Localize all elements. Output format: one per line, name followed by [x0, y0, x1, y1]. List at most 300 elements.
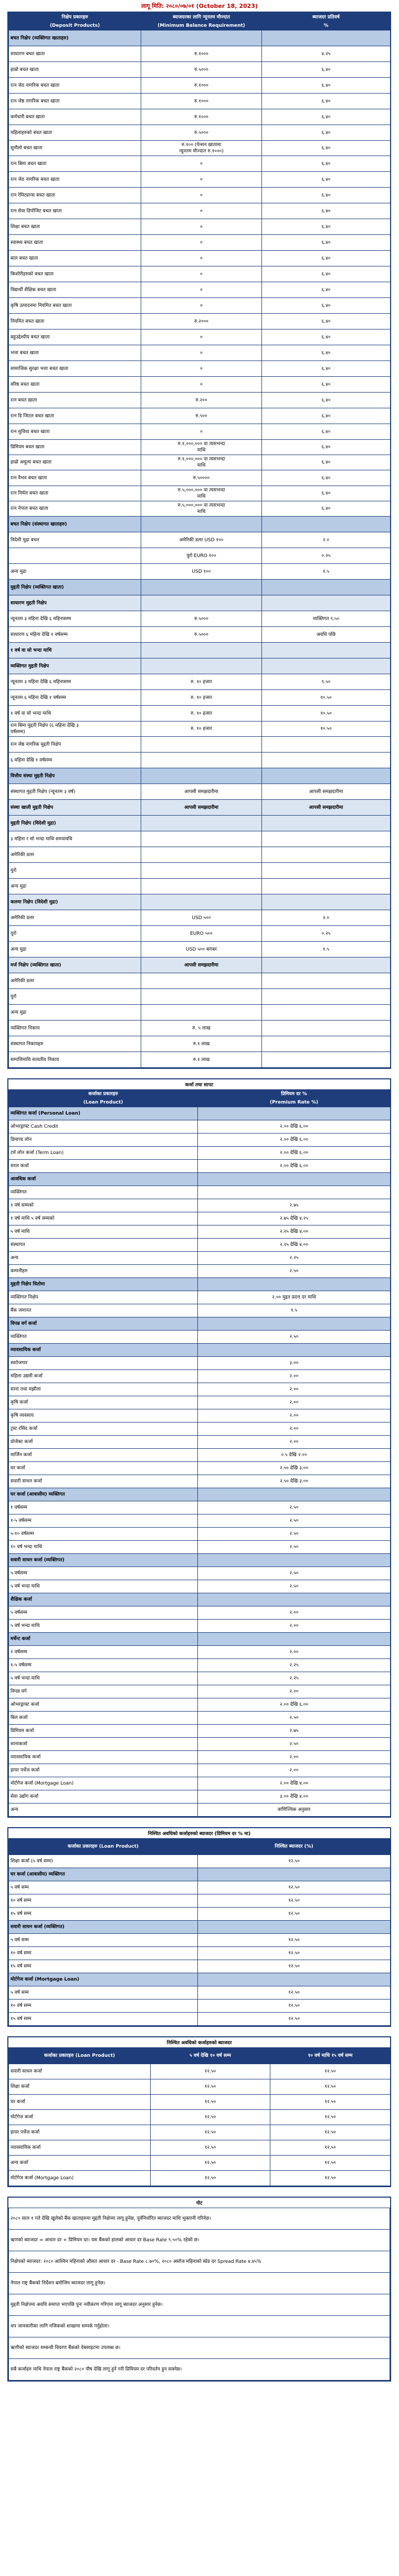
table-cell: युरो [9, 863, 141, 879]
table-cell: ६.४० [262, 455, 391, 470]
table-cell: भत्ता बचत खाता [9, 345, 141, 361]
table-cell: २.५० [198, 1712, 391, 1725]
table-row [9, 847, 391, 863]
table-cell: रु.१००० [141, 78, 262, 94]
table-cell: रत्न वैभव बचत खाता [9, 470, 141, 486]
table-cell: १०.५० [262, 690, 391, 706]
table-cell: हायर पर्चेज कर्जा [9, 2125, 151, 2140]
table-cell: २.०० [198, 1383, 391, 1396]
note-text: ऋणीको ब्याजदर सम्बन्धी विवरण बैंकको वेबसाइटमा उपलब्ध छ। [9, 2337, 390, 2359]
table-cell: अमेरिकी डलर [9, 847, 141, 863]
table-cell: अमेरिकी डलर [9, 973, 141, 989]
table-row [9, 1036, 391, 1052]
table-row [9, 1514, 391, 1528]
table-row [9, 1252, 391, 1265]
table-row [9, 1725, 391, 1738]
table-cell: १.५ [262, 564, 391, 580]
section-row [9, 1593, 391, 1606]
table-cell [198, 1278, 391, 1291]
table-cell: रु.५,०००,००० वा त्यसभन्दा माथि [141, 486, 262, 501]
table-row [9, 1212, 391, 1225]
table-row [9, 1855, 391, 1868]
table-cell: ६.४० [262, 94, 391, 109]
table-cell: मुद्दती निक्षेप (विदेशी मुद्रा) [9, 816, 141, 831]
table-cell: ओभरड्राफ्ट कर्जा [9, 1698, 198, 1712]
table-row [9, 1620, 391, 1633]
table-cell: युरो [9, 926, 141, 942]
table-cell: ६.४० [262, 440, 391, 455]
loan-section-heading: कर्जा तथा सापट [185, 1083, 214, 1088]
section-row [9, 1488, 391, 1501]
table-cell: ६.४० [262, 329, 391, 345]
table-row [9, 1291, 391, 1304]
table-row [9, 440, 391, 455]
table-cell: साधारण मुद्दती निक्षेप [9, 595, 141, 611]
table-row [9, 1423, 391, 1436]
table-cell: ६.४० [262, 361, 391, 377]
table-cell [262, 1021, 391, 1036]
table-row [9, 2110, 391, 2125]
table-row [9, 1370, 391, 1383]
table-row [9, 1541, 391, 1554]
table-cell: ६.४० [262, 408, 391, 424]
table-row [9, 2064, 391, 2079]
table-cell: मोर्टगेज कर्जा (Mortgage Loan) [9, 1973, 198, 1986]
section-row [9, 580, 391, 595]
table-cell: मर्ज निक्षेप (व्यक्तिगत खाता) [9, 957, 141, 973]
table-row [9, 2013, 391, 2026]
table-row [9, 1606, 391, 1620]
table-cell [141, 973, 262, 989]
note-item [9, 2251, 390, 2273]
table-cell: अमेरिकी डलर [9, 910, 141, 926]
table-cell: ६.४० [262, 219, 391, 235]
table-cell: मार्जिन कर्जा [9, 1449, 198, 1462]
table-cell: अन्य मुद्रा [9, 564, 141, 580]
table-cell: ० [141, 251, 262, 266]
table-cell: १२.५० [270, 2140, 391, 2156]
table-cell [262, 580, 391, 595]
table-cell: ० [141, 377, 262, 393]
table-cell: USD ५०० [141, 910, 262, 926]
table-cell: कृषि उत्पादनमा नियमित बचत खाता [9, 298, 141, 314]
table-cell: अन्य [9, 1804, 198, 1817]
table-row [9, 2125, 391, 2140]
table-cell [141, 863, 262, 879]
table-cell [141, 737, 262, 753]
table-cell: कर्मचारी बचत खाता [9, 109, 141, 125]
table-row [9, 532, 391, 548]
table-cell [141, 894, 262, 910]
table-cell: ६.४० [262, 424, 391, 440]
table-cell: १२.५० [270, 2125, 391, 2140]
table-cell: ० [141, 298, 262, 314]
table-cell: वरिष्ठ बचत खाता [9, 377, 141, 393]
table-row [9, 156, 391, 172]
table-row [9, 377, 391, 393]
table-cell: सेवा उद्योग कर्जा [9, 1790, 198, 1804]
table-cell: २.२५ [198, 1672, 391, 1685]
table-row [9, 219, 391, 235]
table-cell: २.०० [198, 1370, 391, 1383]
table-cell: शैक्षिक कर्जा [9, 1593, 198, 1606]
table-cell: साना तथा मझौला [9, 1383, 198, 1396]
section-row [9, 1973, 391, 1986]
table-cell: १० वर्ष भन्दा माथि [9, 1541, 198, 1554]
table-cell [141, 658, 262, 674]
table-cell: १२.५० [198, 1855, 391, 1868]
table-cell: अन्य मुद्रा [9, 1005, 141, 1021]
table-cell: ३.०० [198, 1357, 391, 1370]
table-cell: बाल बचत खाता [9, 251, 141, 266]
table-cell: २.५० [198, 1738, 391, 1751]
table-cell: किशोरीहरुको बचत खाता [9, 266, 141, 282]
table-cell: कृषि कर्जा [9, 1396, 198, 1409]
table-row [9, 1646, 391, 1659]
table-cell [262, 595, 391, 611]
table-cell: ५ वर्ष सम्म [9, 1986, 198, 2000]
table-cell: रु.२००० [141, 314, 262, 329]
table-row [9, 973, 391, 989]
table-cell: अन्य मुद्रा [9, 879, 141, 894]
section-row [9, 1107, 391, 1120]
table-cell: १२.५० [198, 2013, 391, 2026]
table-cell: रत्न जेष्ठ नागरिक मुद्दती निक्षेप [9, 737, 141, 753]
table-cell: २.० [262, 910, 391, 926]
table-cell: आपसी समझदारीमा [262, 800, 391, 816]
table-row [9, 753, 391, 768]
table-cell: रु.१००० [141, 46, 262, 62]
table-cell [262, 30, 391, 46]
section-row [9, 816, 391, 831]
table-cell: १२.५० [270, 2064, 391, 2079]
table-cell: ३ महिना र सो भन्दा माथि समयावधि [9, 831, 141, 847]
table-row [9, 564, 391, 580]
table-cell: २.२५ देखि ४.०० [198, 1225, 391, 1239]
table-header-row [9, 13, 391, 30]
table-cell: ० [141, 424, 262, 440]
table-cell: व्यावसायिक कर्जा [9, 2140, 151, 2156]
table-cell: १ वर्षसम्म [9, 1501, 198, 1514]
column-header: ५ वर्ष देखि १० वर्ष सम्म [151, 2048, 270, 2064]
table-cell: २.०० [198, 1606, 391, 1620]
table-row [9, 737, 391, 753]
table-cell: २.५० [198, 1528, 391, 1541]
note-item [9, 2230, 390, 2251]
table-cell: २.० [262, 532, 391, 548]
table-cell: स्वरोजगार [9, 1357, 198, 1370]
table-cell: १२.५० [198, 1960, 391, 1973]
table-cell: आवधिक कर्जा [9, 1173, 198, 1186]
table-cell: ० [141, 329, 262, 345]
table-row [9, 1738, 391, 1751]
table-row [9, 455, 391, 470]
table-cell: मोर्टगेज कर्जा (Mortgage Loan) [9, 2171, 151, 2186]
table-cell [262, 1052, 391, 1068]
table-row [9, 863, 391, 879]
table-cell: २.०० [198, 1620, 391, 1633]
table-cell: २.०० [198, 1646, 391, 1659]
table-cell: रत्न जेठ नागरिक बचत खाता [9, 172, 141, 188]
notes-heading: नोट [196, 2201, 203, 2206]
table-cell: ट्रस्ट रसिद कर्जा [9, 1423, 198, 1436]
table-cell: शिक्षा कर्जा (५ वर्ष सम्म) [9, 1855, 198, 1868]
table-cell: रु.५०० [141, 408, 262, 424]
table-cell [262, 1036, 391, 1052]
notes-section [7, 2197, 391, 2382]
table-cell: ६.४० [262, 141, 391, 156]
table-cell: साधारण बचत खाता [9, 46, 141, 62]
table-cell: ४.२५ [262, 46, 391, 62]
column-header: ब्याजदरका लागि न्यूनतम मौज्दात (Minimum Balance Requirement) [141, 13, 262, 30]
table-cell: रु. ५ लाख [141, 1021, 262, 1036]
table-row [9, 109, 391, 125]
table-row [9, 2000, 391, 2013]
table-row [9, 361, 391, 377]
table-cell: संस्थागत मुद्दती निक्षेप (न्यूनतम ३ वर्ष) [9, 784, 141, 800]
table-row [9, 251, 391, 266]
table-row [9, 1160, 391, 1173]
note-item [9, 2316, 390, 2337]
table-cell: १२.५० [270, 2095, 391, 2110]
table-row [9, 1580, 391, 1593]
table-row [9, 1804, 391, 1817]
section-row [9, 595, 391, 611]
table-cell: विपन्न वर्ग कर्जा [9, 1317, 198, 1331]
table-cell: रत्न रेमिट्यान्स बचत खाता [9, 188, 141, 203]
table-cell: मोर्टगेज कर्जा [9, 2110, 151, 2125]
table-cell: घर कर्जा [9, 1462, 198, 1475]
table-row [9, 1672, 391, 1685]
table-cell: अवधि पछि [262, 627, 391, 643]
table-row [9, 94, 391, 109]
table-cell: २.०० देखि ६.०० [198, 1134, 391, 1147]
table-cell [141, 30, 262, 46]
table-row [9, 1567, 391, 1580]
table-row [9, 1659, 391, 1672]
table-cell [262, 989, 391, 1005]
table-cell: व्यावसायिक कर्जा [9, 1344, 198, 1357]
table-cell: सवारी साधन कर्जा (व्यक्तिगत) [9, 1921, 198, 1934]
table-cell: १ वर्ष वा सो भन्दा माथि [9, 643, 141, 658]
table-cell: सम्पत्तिमाथि सत्यतीय निकाय [9, 1052, 141, 1068]
table-cell: ६.४० [262, 393, 391, 408]
table-cell: ६.४० [262, 78, 391, 94]
table-cell: २.५० [198, 1514, 391, 1528]
table-row [9, 1239, 391, 1252]
note-text: नेपाल राष्ट्र बैंकको निर्देशन बमोजिम ब्याजदर लागू हुनेछ। [9, 2273, 390, 2294]
table-cell: रु.१००० [141, 109, 262, 125]
table-cell: १२.५० [198, 1881, 391, 1894]
table-row [9, 1501, 391, 1514]
table-cell: व्यक्तिगत मुद्दती निक्षेप [9, 658, 141, 674]
table-cell: २.५० [198, 1580, 391, 1593]
section-row [9, 768, 391, 784]
table-row [9, 172, 391, 188]
table-row [9, 1698, 391, 1712]
table-cell [141, 816, 262, 831]
table-row [9, 393, 391, 408]
table-row [9, 1960, 391, 1973]
table-cell: रत्न डि जिटल बचत खाता [9, 408, 141, 424]
effective-date-title: लागू मिति: २०८०/०७/०१ (October 18, 2023) [141, 3, 258, 9]
section-row [9, 957, 391, 973]
table-cell: युरो [9, 989, 141, 1005]
table-cell: १२.५० [198, 1986, 391, 2000]
table-cell [262, 517, 391, 532]
table-cell: ० [141, 266, 262, 282]
table-row [9, 2095, 391, 2110]
table-cell: रु.१००० [141, 94, 262, 109]
table-cell [141, 595, 262, 611]
fixed-term-heading: निश्चित अवधिको कर्जाहरुको ब्याजदर [166, 2041, 232, 2046]
section-row [9, 517, 391, 532]
table-cell: हाम्रो अमूल्य बचत खाता [9, 455, 141, 470]
table-cell: कम्पनीहरु [9, 1265, 198, 1278]
loan-rate-table [7, 1078, 391, 1818]
table-cell [262, 816, 391, 831]
table-cell: १-५ वर्षसम्म [9, 1659, 198, 1672]
table-cell: ५-१० वर्षसम्म [9, 1528, 198, 1541]
table-cell: २.०० देखि ६.०० [198, 1147, 391, 1160]
table-cell: प्रोजेक्ट कर्जा [9, 1436, 198, 1449]
table-cell: २.५० [198, 1541, 391, 1554]
table-cell: रत्न सुविधा बचत खाता [9, 424, 141, 440]
table-cell: ६ महिना देखि १ वर्षसम्म [9, 753, 141, 768]
column-header: कर्जाका प्रकारहरु (Loan Product) [9, 1839, 198, 1855]
table-cell: २.७५ देखि ४.२५ [198, 1212, 391, 1225]
table-row [9, 1331, 391, 1344]
table-cell: न्यूनतम ३ महिना देखि ६ महिनासम्म [9, 611, 141, 627]
table-row [9, 1947, 391, 1960]
table-header-row [9, 2048, 391, 2064]
table-cell: रु.२०० [141, 393, 262, 408]
table-cell [9, 548, 141, 564]
table-cell: महिला उद्यमी कर्जा [9, 1370, 198, 1383]
table-cell [198, 1317, 391, 1331]
table-cell: रु.१ लाख [141, 1036, 262, 1052]
table-cell: १२.५० [198, 2000, 391, 2013]
table-row [9, 910, 391, 926]
section-row [9, 1278, 391, 1291]
table-cell: ६.४० [262, 486, 391, 501]
table-cell: ६.४० [262, 501, 391, 517]
table-cell [262, 879, 391, 894]
table-cell: १० वर्ष सम्म [9, 2000, 198, 2013]
table-row [9, 1304, 391, 1317]
table-row [9, 78, 391, 94]
table-cell: १०.५० [262, 722, 391, 737]
table-cell: रत्न बिमा मुद्दती निक्षेप (६ महिना देखि ३ वर्षसम्म) [9, 722, 141, 737]
table-row [9, 1134, 391, 1147]
table-cell: साधारण ६ महिना देखि १ वर्षसम्म [9, 627, 141, 643]
table-cell [262, 737, 391, 753]
table-row [9, 1147, 391, 1160]
table-cell: आपसी समझदारीमा [141, 800, 262, 816]
table-cell: १२.५० [270, 2171, 391, 2186]
note-text: मुद्दती निक्षेपमा अवधि समाप्त भएपछि पुनः नवीकरण गरिएमा लागू ब्याजदर अनुसार हुनेछ। [9, 2294, 390, 2316]
column-header: कर्जाका प्रकारहरु (Loan Product) [9, 2048, 151, 2064]
table-cell: २.५० [198, 1501, 391, 1514]
table-cell: रु.१,०००,००० वा त्यसभन्दा माथि [141, 440, 262, 455]
table-cell: १२.५० [270, 2079, 391, 2095]
table-cell [198, 1633, 391, 1646]
table-row [9, 1685, 391, 1698]
table-cell [141, 989, 262, 1005]
section-row [9, 1344, 391, 1357]
table-cell: ६.४० [262, 62, 391, 78]
table-row [9, 989, 391, 1005]
table-cell: २.५० देखि ३.०० [198, 1475, 391, 1488]
table-cell: हायर पर्चेज कर्जा [9, 1764, 198, 1777]
table-cell: मोर्टगेज कर्जा (Mortgage Loan) [9, 1777, 198, 1790]
table-cell: व्यक्तिगत निकाय [9, 1021, 141, 1036]
note-item [9, 2294, 390, 2316]
table-cell: ० [141, 345, 262, 361]
table-cell [141, 643, 262, 658]
table-cell: १५ वर्ष सम्म [9, 1908, 198, 1921]
table-cell: ० [141, 188, 262, 203]
table-cell: ० [141, 282, 262, 298]
table-cell: १२.५० [270, 2110, 391, 2125]
table-cell: विपन्न वर्ग [9, 1685, 198, 1698]
table-row [9, 1449, 391, 1462]
section-row [9, 1633, 391, 1646]
table-cell: १२.५० [198, 1934, 391, 1947]
table-cell: ६.४० [262, 298, 391, 314]
table-cell: ६.४० [262, 377, 391, 393]
table-cell: ५ वर्ष सम्म [9, 1881, 198, 1894]
table-cell: ६.४० [262, 251, 391, 266]
table-row [9, 926, 391, 942]
table-cell [141, 768, 262, 784]
table-cell: २.२५ देखि ४.०० [198, 1239, 391, 1252]
table-cell: ६.४० [262, 314, 391, 329]
table-row [9, 1790, 391, 1804]
section-row [9, 1921, 391, 1934]
table-cell: १२.५० [270, 2156, 391, 2171]
table-cell: ० [141, 361, 262, 377]
table-row [9, 1881, 391, 1894]
table-cell: युरो EURO १०० [141, 548, 262, 564]
table-cell [141, 831, 262, 847]
table-cell: २.०० देखि ६.०० [198, 1698, 391, 1712]
table-cell: १०.५० [262, 706, 391, 722]
table-row [9, 1751, 391, 1764]
table-cell: सवारी साधन कर्जा [9, 2064, 151, 2079]
table-cell: १२.५० [198, 1947, 391, 1960]
table-cell: रत्न नेपाल बचत खाता [9, 501, 141, 517]
table-cell: १२.५० [151, 2125, 270, 2140]
table-cell: १ वर्ष माथि ५ वर्ष सम्मको [9, 1212, 198, 1225]
table-cell: १.५ [262, 942, 391, 957]
table-cell: शिक्षा बचत खाता [9, 219, 141, 235]
table-cell: ० [141, 172, 262, 188]
table-cell: ५ वर्ष सम्म [9, 1934, 198, 1947]
table-cell [141, 879, 262, 894]
table-cell [198, 1488, 391, 1501]
table-cell: १५ वर्ष सम्म [9, 2013, 198, 2026]
table-cell [141, 847, 262, 863]
table-row [9, 235, 391, 251]
table-cell: ५ वर्ष भन्दा माथि [9, 1580, 198, 1593]
note-item [9, 2337, 390, 2359]
table-cell: १२.५० [151, 2140, 270, 2156]
table-cell [262, 753, 391, 768]
note-item [9, 2273, 390, 2294]
table-cell: शिक्षा कर्जा [9, 2079, 151, 2095]
table-cell: ६.४० [262, 172, 391, 188]
